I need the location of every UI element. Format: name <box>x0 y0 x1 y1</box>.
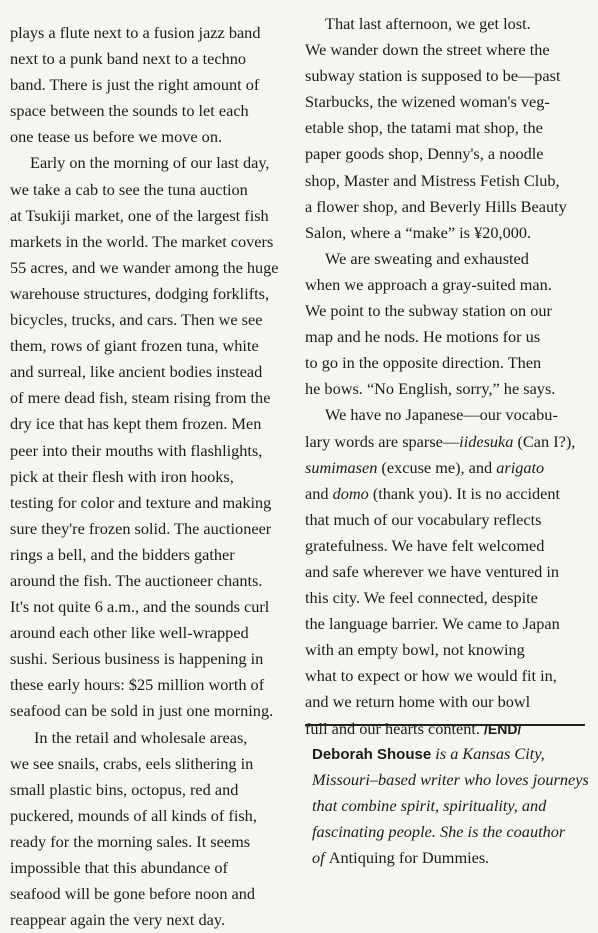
text-line: That last afternoon, we get lost. <box>325 14 531 33</box>
text-fragment: is a Kansas City, <box>431 744 545 763</box>
text-line: markets in the world. The market covers <box>10 231 274 251</box>
text-line: around the fish. The auctioneer chants. <box>10 570 263 590</box>
text-line: reappear again the very next day. <box>10 910 226 930</box>
text-line: them, rows of giant frozen tuna, white <box>10 336 259 356</box>
text-line-vocab <box>305 455 589 481</box>
text-line: We point to the subway station on our <box>305 301 552 321</box>
bio-line: fascinating people. She is the coauthor <box>312 822 566 842</box>
text-line: seafood can be sold in just one morning. <box>10 701 274 721</box>
text-line: rings a bell, and the bidders gather <box>10 544 235 564</box>
text-line: we see snails, crabs, eels slithering in <box>10 753 254 773</box>
text-line: Salon, where a “make” is ¥20,000. <box>305 222 532 242</box>
text-line: pick at their flesh with iron hooks, <box>10 466 234 486</box>
text-line: these early hours: $25 million worth of <box>10 675 265 695</box>
text-line: We wander down the street where the <box>305 40 550 60</box>
japanese-word: sumimasen <box>305 457 378 477</box>
text-line: next to a punk band next to a techno <box>10 49 247 69</box>
japanese-word: iidesuka <box>459 431 514 451</box>
text-line: gratefulness. We have felt welcomed <box>305 535 545 555</box>
text-line: at Tsukiji market, one of the largest fish <box>10 205 269 225</box>
text-line: a flower shop, and Beverly Hills Beauty <box>305 196 567 216</box>
text-line: 55 acres, and we wander among the huge <box>10 257 279 277</box>
text-line: what to expect or how we would fit in, <box>305 666 557 686</box>
text-line: It's not quite 6 a.m., and the sounds curl <box>10 597 270 617</box>
text-line: and we return home with our bowl <box>305 692 531 712</box>
text-line: sushi. Serious business is happening in <box>10 649 264 669</box>
text-line: testing for color and texture and making <box>10 492 272 512</box>
book-title: Antiquing for Dummies <box>328 848 486 868</box>
text-line: puckered, mounds of all kinds of fish, <box>10 805 257 825</box>
text-line: map and he nods. He motions for us <box>305 327 541 347</box>
text-fragment: full and our hearts content. <box>305 718 485 738</box>
text-line: when we approach a gray-suited man. <box>305 274 552 294</box>
text-line: bicycles, trucks, and cars. Then we see <box>10 310 263 330</box>
text-line: one tease us before we move on. <box>10 127 223 147</box>
bio-line: that combine spirit, spirituality, and <box>312 796 547 816</box>
japanese-word: domo <box>332 483 369 503</box>
bio-line: Missouri–based writer who loves journeys <box>312 770 589 790</box>
text-line: of mere dead fish, steam rising from the <box>10 388 271 408</box>
bio-divider <box>305 724 585 726</box>
text-fragment: of <box>312 848 329 868</box>
end-mark: /END/ <box>484 720 522 737</box>
text-line: that much of our vocabulary reflects <box>305 509 542 529</box>
text-line-final <box>305 716 589 742</box>
text-line: impossible that this abundance of <box>10 858 228 877</box>
author-name: Deborah Shouse <box>312 746 432 763</box>
bio-line <box>312 845 592 871</box>
text-fragment: and <box>305 483 333 503</box>
text-line: around each other like well-wrapped <box>10 623 249 643</box>
text-fragment: (thank you). It is no accident <box>368 483 561 503</box>
text-line-vocab <box>305 429 589 455</box>
japanese-word: arigato <box>496 457 545 477</box>
text-line: and safe wherever we have ventured in <box>305 561 560 581</box>
text-line: to go in the opposite direction. Then <box>305 353 542 373</box>
text-line: warehouse structures, dodging forklifts, <box>10 283 270 303</box>
text-line: dry ice that has kept them frozen. Men <box>10 414 262 434</box>
text-line: seafood will be gone before noon and <box>10 884 256 904</box>
text-fragment: . <box>485 848 490 868</box>
text-line: band. There is just the right amount of <box>10 75 260 95</box>
text-line: We have no Japanese—our vocabu- <box>325 405 558 425</box>
text-line: Starbucks, the wizened woman's veg- <box>305 92 550 112</box>
text-line: shop, Master and Mistress Fetish Club, <box>305 170 560 190</box>
text-fragment: (Can I?), <box>513 431 576 451</box>
text-line: small plastic bins, octopus, red and <box>10 779 239 799</box>
text-line: etable shop, the tatami mat shop, the <box>305 118 543 138</box>
text-line: we take a cab to see the tuna auction <box>10 179 248 199</box>
text-line: peer into their mouths with flashlights, <box>10 440 263 460</box>
text-line: with an empty bowl, not knowing <box>305 640 525 660</box>
text-line: the language barrier. We came to Japan <box>305 614 560 634</box>
text-line: subway station is supposed to be—past <box>305 66 561 86</box>
text-line: and surreal, like ancient bodies instead <box>10 362 263 382</box>
text-line: ready for the morning sales. It seems <box>10 831 251 851</box>
text-line: he bows. “No English, sorry,” he says. <box>305 379 556 399</box>
bio-line <box>312 741 592 767</box>
text-line: this city. We feel connected, despite <box>305 588 538 608</box>
right-column <box>305 11 589 742</box>
text-line: sure they're frozen solid. The auctioneer <box>10 518 272 538</box>
text-fragment: (excuse me), and <box>377 457 497 477</box>
text-line: space between the sounds to let each <box>10 101 249 121</box>
text-line: In the retail and wholesale areas, <box>34 727 248 747</box>
text-line: paper goods shop, Denny's, a noodle <box>305 144 544 164</box>
text-line: We are sweating and exhausted <box>325 248 529 268</box>
left-column <box>10 20 296 933</box>
text-line-vocab <box>305 481 589 507</box>
author-bio <box>312 741 592 871</box>
text-fragment: lary words are sparse— <box>305 431 460 451</box>
text-line: plays a flute next to a fusion jazz band <box>10 23 261 42</box>
text-line: Early on the morning of our last day, <box>30 153 270 173</box>
